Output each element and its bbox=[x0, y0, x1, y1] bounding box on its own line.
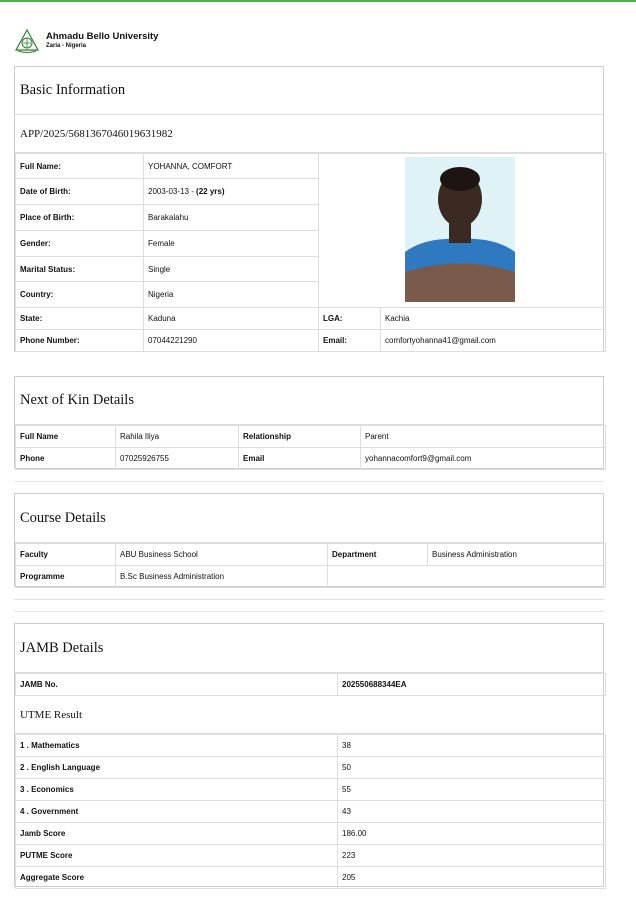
country-value: Nigeria bbox=[144, 282, 319, 308]
faculty-value: ABU Business School bbox=[116, 544, 328, 566]
subject-score: 38 bbox=[338, 735, 606, 757]
aggregate-score-value: 205 bbox=[338, 867, 606, 889]
jamb-score-label: Jamb Score bbox=[16, 823, 338, 845]
course-details-title: Course Details bbox=[15, 494, 603, 543]
pob-label: Place of Birth: bbox=[16, 205, 144, 231]
gender-label: Gender: bbox=[16, 231, 144, 257]
course-details-table bbox=[15, 543, 606, 588]
nok-full-name-label: Full Name bbox=[16, 426, 116, 448]
dob-separator: - bbox=[188, 187, 197, 196]
section-divider bbox=[14, 481, 604, 482]
subject-score: 43 bbox=[338, 801, 606, 823]
nok-email-label: Email bbox=[239, 448, 361, 470]
next-of-kin-table bbox=[15, 425, 606, 470]
full-name-value: YOHANNA, COMFORT bbox=[144, 154, 319, 179]
next-of-kin-title: Next of Kin Details bbox=[15, 377, 603, 425]
passport-photo bbox=[405, 157, 515, 302]
jamb-details-card bbox=[14, 623, 604, 887]
university-name: Ahmadu Bello University bbox=[46, 31, 159, 42]
dob-label: Date of Birth: bbox=[16, 179, 144, 205]
nok-phone-value: 07025926755 bbox=[116, 448, 239, 470]
jamb-no-value: 202550688344EA bbox=[338, 674, 606, 696]
section-divider bbox=[14, 599, 604, 600]
nok-relationship-label: Relationship bbox=[239, 426, 361, 448]
programme-value: B.Sc Business Administration bbox=[116, 566, 328, 588]
utme-result-title: UTME Result bbox=[15, 696, 603, 734]
jamb-no-table bbox=[15, 673, 606, 696]
marital-status-value: Single bbox=[144, 257, 319, 282]
subject-label: 2 . English Language bbox=[16, 757, 338, 779]
dob-date: 2003-03-13 bbox=[148, 187, 189, 196]
nok-relationship-value: Parent bbox=[361, 426, 606, 448]
department-value: Business Administration bbox=[428, 544, 606, 566]
subject-label: 1 . Mathematics bbox=[16, 735, 338, 757]
subject-label: 3 . Economics bbox=[16, 779, 338, 801]
gender-value: Female bbox=[144, 231, 319, 257]
pob-value: Barakalahu bbox=[144, 205, 319, 231]
email-value: comfortyohanna41@gmail.com bbox=[381, 330, 606, 352]
empty-cell bbox=[328, 566, 606, 588]
course-details-card bbox=[14, 493, 604, 587]
utme-result-table bbox=[15, 734, 606, 889]
phone-value: 07044221290 bbox=[144, 330, 319, 352]
university-location: Zaria - Nigeria bbox=[46, 43, 87, 49]
section-divider bbox=[14, 611, 604, 612]
subject-score: 50 bbox=[338, 757, 606, 779]
university-logo-icon bbox=[14, 28, 40, 54]
programme-label: Programme bbox=[16, 566, 116, 588]
phone-label: Phone Number: bbox=[16, 330, 144, 352]
email-label: Email: bbox=[319, 330, 381, 352]
full-name-label: Full Name: bbox=[16, 154, 144, 179]
jamb-details-title: JAMB Details bbox=[15, 624, 603, 673]
nok-phone-label: Phone bbox=[16, 448, 116, 470]
page-header bbox=[14, 28, 158, 54]
age-value: (22 yrs) bbox=[196, 187, 225, 196]
putme-score-label: PUTME Score bbox=[16, 845, 338, 867]
department-label: Department bbox=[328, 544, 428, 566]
putme-score-value: 223 bbox=[338, 845, 606, 867]
jamb-no-label: JAMB No. bbox=[16, 674, 338, 696]
basic-information-title: Basic Information bbox=[15, 67, 603, 115]
nok-email-value: yohannacomfort9@gmail.com bbox=[361, 448, 606, 470]
state-value: Kaduna bbox=[144, 308, 319, 330]
top-accent-bar bbox=[0, 0, 636, 2]
aggregate-score-label: Aggregate Score bbox=[16, 867, 338, 889]
lga-label: LGA: bbox=[319, 308, 381, 330]
marital-status-label: Marital Status: bbox=[16, 257, 144, 282]
subject-score: 55 bbox=[338, 779, 606, 801]
country-label: Country: bbox=[16, 282, 144, 308]
nok-full-name-value: Rahila Iliya bbox=[116, 426, 239, 448]
basic-information-card bbox=[14, 66, 604, 352]
next-of-kin-card bbox=[14, 376, 604, 469]
faculty-label: Faculty bbox=[16, 544, 116, 566]
state-label: State: bbox=[16, 308, 144, 330]
dob-value bbox=[144, 179, 319, 205]
basic-info-table bbox=[15, 153, 606, 352]
application-id: APP/2025/5681367046019631982 bbox=[15, 115, 603, 153]
subject-label: 4 . Government bbox=[16, 801, 338, 823]
lga-value: Kachia bbox=[381, 308, 606, 330]
jamb-score-value: 186.00 bbox=[338, 823, 606, 845]
